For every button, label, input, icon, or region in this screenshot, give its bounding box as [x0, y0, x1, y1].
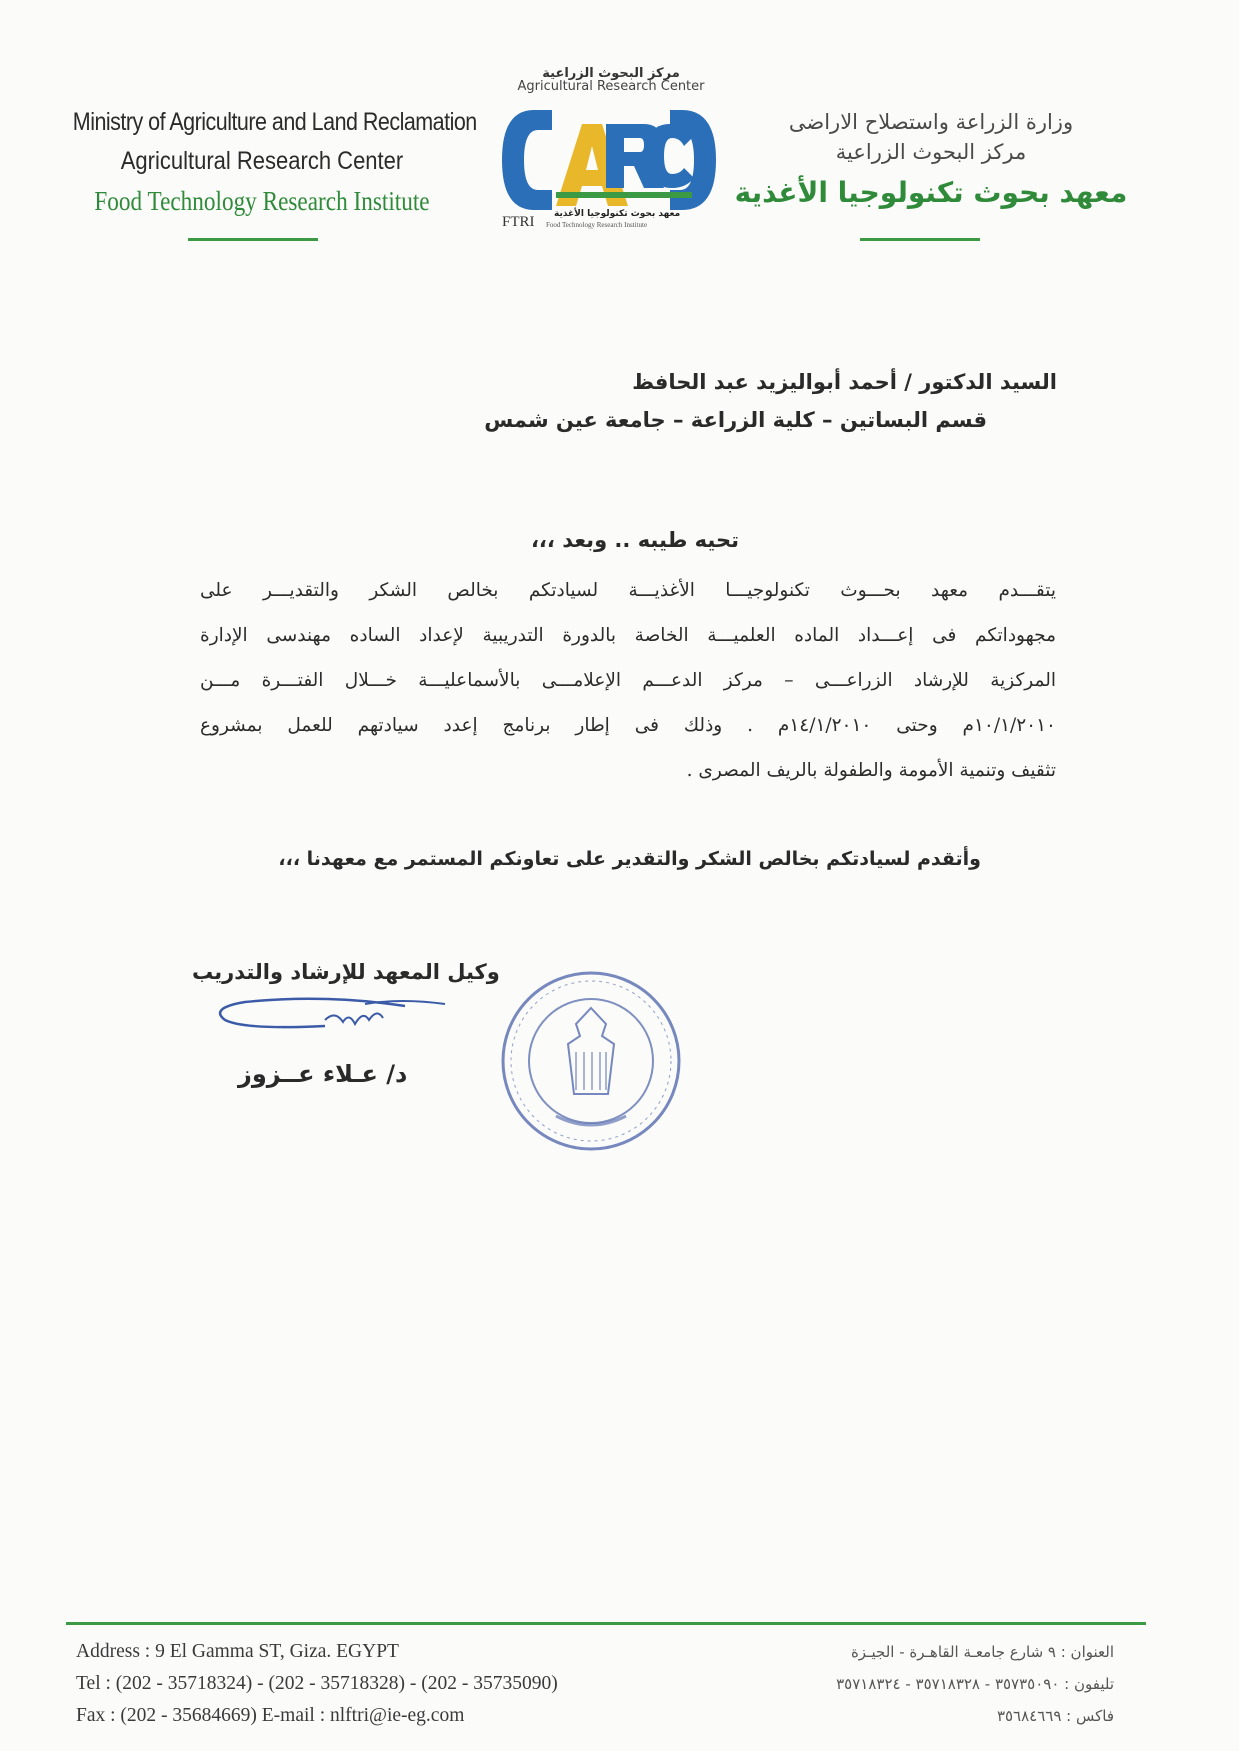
- addressee-department: قسم البساتين – كلية الزراعة – جامعة عين شمس: [484, 408, 987, 432]
- addressee-name: السيد الدكتور / أحمد أبواليزيد عبد الحافظ: [632, 370, 1057, 394]
- footer-contact-ar: [836, 1636, 1114, 1732]
- letter-body: [200, 568, 1056, 793]
- footer-fax-ar: فاكس : ٣٥٦٨٤٦٦٩: [996, 1707, 1114, 1725]
- footer-tel-en: Tel : (202 - 35718324) - (202 - 35718328) - (202 - 35735090): [76, 1673, 558, 1694]
- greeting: تحيه طيبه .. وبعد ،،،: [530, 528, 739, 552]
- header-rule-left: [188, 238, 318, 241]
- center-name-ar: مركز البحوث الزراعية: [835, 140, 1027, 164]
- official-seal-icon: [496, 966, 686, 1156]
- footer-fax-email-en: Fax : (202 - 35684669) E-mail : nlftri@ie-eg.com: [76, 1705, 465, 1726]
- signatory-title: وكيل المعهد للإرشاد والتدريب: [192, 960, 500, 984]
- header-arabic: [721, 110, 1141, 209]
- logo-ftri-arabic: معهد بحوث تكنولوجيا الأغذية: [554, 209, 681, 219]
- footer-address-en: Address : 9 El Gamma ST, Giza. EGYPT: [76, 1641, 399, 1662]
- body-line: ١٠/١/٢٠١٠م وحتى ١٤/١/٢٠١٠م . وذلك فى إطار برنامج إعدد سيادتهم للعمل بمشروع: [200, 715, 1056, 736]
- body-line: مجهوداتكم فى إعـــداد الماده العلميـــة الخاصة بالدورة التدريبية لإعداد الساده مهندسى الإدارة: [200, 625, 1056, 646]
- handwritten-signature: [205, 990, 455, 1050]
- body-line: يتقـــدم معهد بحـــوث تكنولوجيـــا الأغذيـــة لسيادتكم بخالص الشكر والتقديـــر على: [200, 580, 1056, 601]
- logo-ftri-letters: FTRI: [502, 214, 535, 230]
- footer-rule: [66, 1622, 1146, 1625]
- footer-contact-en: [76, 1636, 558, 1732]
- ministry-name-en: Ministry of Agriculture and Land Reclamation: [72, 108, 477, 136]
- body-line: تثقيف وتنمية الأمومة والطفولة بالريف المصرى .: [686, 760, 1056, 781]
- body-line: المركزية للإرشاد الزراعـــى – مركز الدعـــم الإعلامـــى بالأسماعليـــة خـــلال الفتـــرة مـــن: [200, 670, 1056, 691]
- footer-tel-ar: تليفون : ٣٥٧٣٥٠٩٠ - ٣٥٧١٨٣٢٨ - ٣٥٧١٨٣٢٤: [836, 1675, 1114, 1693]
- center-name-en: Agricultural Research Center: [120, 147, 404, 175]
- logo-english-caption: Agricultural Research Center: [517, 79, 705, 94]
- logo-arabic-caption: مركز البحوث الزراعية: [542, 66, 680, 81]
- addressee-block: [484, 370, 1057, 432]
- logo-ftri-english: Food Technology Research Institute: [546, 221, 648, 229]
- closing-line: وأتقدم لسيادتكم بخالص الشكر والتقدير على تعاونكم المستمر مع معهدنا ،،،: [278, 848, 981, 870]
- header-english: [42, 108, 482, 217]
- institute-name-ar: معهد بحوث تكنولوجيا الأغذية: [734, 176, 1128, 209]
- footer-address-ar: العنوان : ٩ شارع جامعـة القاهـرة - الجيـزة: [850, 1643, 1114, 1661]
- header-rule-right: [860, 238, 980, 241]
- arc-logo: [494, 66, 728, 236]
- signatory-name: د/ عـلاء عــزوز: [238, 1060, 408, 1088]
- ministry-name-ar: وزارة الزراعة واستصلاح الاراضى: [788, 110, 1074, 134]
- institute-name-en: Food Technology Research Institute: [94, 186, 430, 216]
